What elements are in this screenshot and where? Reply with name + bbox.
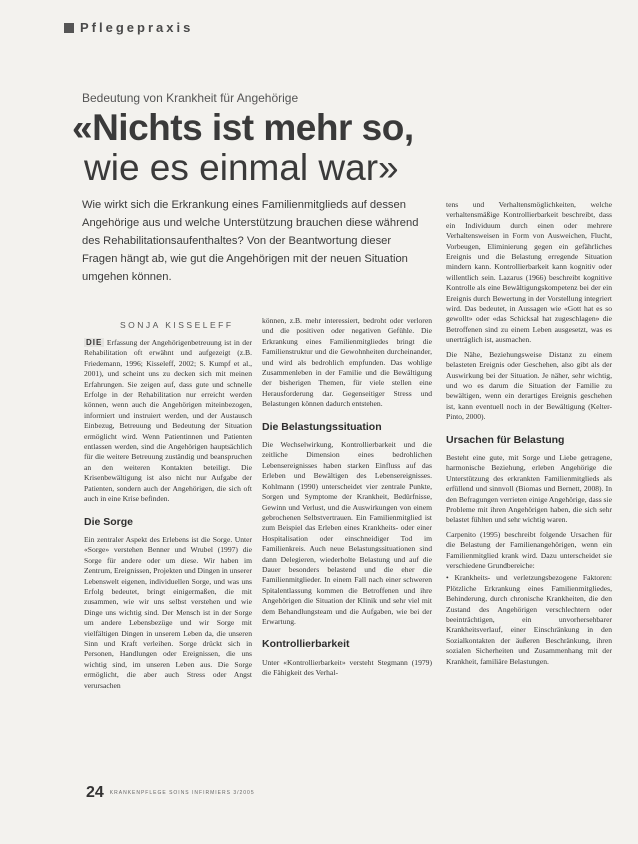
subheading-sorge: Die Sorge	[84, 515, 134, 528]
paragraph: Die Wechselwirkung, Kontrollierbarkeit und die zeitliche Dimension eines bedrohlichen Lebensereignisses haben starken Einfluss auf das Erleben und Bewältigen des Lebensereignisses. Kohlmann (1990) unterscheidet vier zentrale Punkte, Sorgen und Symptome der Krankheit, Bedürfnisse, Gewinn und Verlust, und die Auswirkungen von einem gebrochenen Selbstvertrauen. Ein Familienmitglied ist zum Beispiel das Erleben eines Krankheits- oder einer Hospitalisation oder einschneidiger Tod im Familienkreis. Auch neue Belastungssituationen sind dann Delegieren, wiederholte Belastung und auf die Dauer besonders belastend und die eher die Familienmitglieder. In einem Fall nach einer schweren Spitalentlassung kommen die Betroffenen und ihre Angehörigen die Situation der Klinik und sehr viel mit dem Behandlungsteam und die Aufgaben, wie bei der Erwartung.	[262, 440, 432, 626]
subheading-belastungssituation: Die Belastungssituation	[262, 420, 382, 433]
article-intro: Wie wirkt sich die Erkrankung eines Familienmitglieds auf dessen Angehörige aus und welche Unterstützung brauchen diese während des Rehabilitationsaufenthaltes? Von der Beantwortung dieser Fragen hängt ab, wie gut die Angehörigen mit der neuen Situation umgehen können.	[82, 199, 419, 283]
page-number: 24	[86, 784, 104, 801]
article-kicker: Bedeutung von Krankheit für Angehörige	[82, 91, 299, 105]
rubric-square-icon	[64, 23, 74, 33]
headline-line-2: wie es einmal war»	[84, 147, 399, 188]
headline-line-1: «Nichts ist mehr so,	[72, 107, 414, 148]
subheading-ursachen: Ursachen für Belastung	[446, 433, 565, 446]
text-column-2	[262, 316, 432, 679]
rubric-label: Pflegepraxis	[80, 20, 194, 35]
page-footer	[86, 784, 255, 802]
article-headline	[72, 108, 414, 188]
paragraph-text: Erfassung der Angehörigenbetreuung ist in der Rehabilitation oft erwähnt und aufgezeigt (z.B. Friedemann, 1996; Kisseleff, 2002; S. Kumpf et al., 2001), und scheint uns zu decken sich mit meinen Erfahrungen. Sie zeigen auf, dass gute und schnelle Erfolge in der Rehabilitation nur erreicht werden können, wenn auch die Angehörigen miteinbezogen, informiert und instruiert werden, und der Austausch Einbezug, Betreuung und Bedeutung der Situation ermöglicht wird. Wenn Patientinnen und Patienten entlassen werden, sind die Angehörigen hauptsächlich für die weitere Betreuung zuständig und beanspruchen an den weiteren Kontakten beteiligt. Die Krisenbewältigung ist also nicht nur Aufgabe der Patienten, sondern auch der Angehörigen, die sich oft auch in eine Krise befinden.	[84, 338, 252, 504]
author-byline: SONJA KISSELEFF	[120, 320, 234, 330]
lead-word: DIE	[86, 338, 103, 347]
paragraph: Die Nähe, Beziehungsweise Distanz zu einem belasteten Ereignis oder Geschehen, also gibt als der Auswirkung bei der Situation. Je näher, sehr wichtig, und wo es darum die Situation der Familie zu bewältigen, wenn ein derartiges Ereignis geschehen ist, kann eventuell noch in der Bewältigung (Kelter-Pinto, 2000).	[446, 349, 612, 422]
section-rubric	[64, 20, 193, 35]
paragraph: Unter «Kontrollierbarkeit» versteht Stegmann (1979) die Fähigkeit des Verhal-	[262, 657, 432, 678]
publication-source: KRANKENPFLEGE SOINS INFIRMIERS 3/2005	[109, 790, 255, 796]
paragraph: • Krankheits- und verletzungsbezogene Faktoren: Plötzliche Erkrankung eines Familienmitgliedes, Behinderung, durch chronische Krankheiten, die den Zustand des Angehörigen verschlechtern oder beeinträchtigen, ein unvorhersehbarer Krankheitsverlauf, einer Einschränkung in den Sozialkontakten der äußeren Beschränkung, ihren sozialen Sicherheiten und Zusammenhang mit der Krankheit, familiäre Belastungen.	[446, 573, 612, 666]
paragraph: Ein zentraler Aspekt des Erlebens ist die Sorge. Unter «Sorge» verstehen Benner und Wrubel (1997) die Sorge für andere oder um diese. Wir haben im Zentrum, Ereignissen, Projekten und Dingen in unserer Lebenswelt eigenen, individuellen Sorge, und was uns Erfolg bedeutet, bringt einigermaßen, die mit zusammen, wie wir uns selbst verstehen und wie Dinge uns wichtig sind. Der Mensch ist in der Sorge um andere Lebensbezüge und wir Sorge mit vielfältigen Dingen in unserem Leben da, die unseren Sinn und Kraft verleihen. Sorge drückt sich in Personen, Handlungen oder Ereignissen, die uns wichtig sind, im unseren Leben aus. Die Sorge ermöglicht, die aber auch Stress oder Angst verursachen	[84, 534, 252, 690]
subheading-kontrollierbarkeit: Kontrollierbarkeit	[262, 638, 350, 651]
paragraph: Carpenito (1995) beschreibt folgende Ursachen für die Belastung der Familienangehörigen, wenn ein Familienmitglied krank wird. Dazu unterscheidet sie verschiedene Grundbereiche:	[446, 529, 612, 570]
paragraph: können, z.B. mehr interessiert, bedroht oder verloren und die positiven oder negativen Gefühle. Die Erkrankung eines Familienmitgliedes bringt die Familienstruktur und die Gewohnheiten durcheinander, und wird als bedrohlich empfunden. Das wohlige Zusammenleben in der Familie und die Bewältigung der bisherigen Themen, für viele stellen eine Herausforderung dar. Gegenseitiger Stress und Belastungen können dadurch entstehen.	[262, 316, 432, 409]
paragraph: Besteht eine gute, mit Sorge und Liebe getragene, harmonische Beziehung, erleben Angehörige die Unterstützung des erkrankten Familienmitglieds als erfüllend und sinnvoll (Biomas und Bernett, 2008). In den Befragungen verrieten einige Angehörige, dass sie Probleme mit ihren Angehörigen haben, die sich sehr belastet fühlten und sehr wichtig waren.	[446, 452, 612, 525]
text-column-3	[446, 200, 612, 667]
paragraph: tens und Verhaltensmöglichkeiten, welche verhaltensmäßige Kontrollierbarkeit beschreibt, dass ein Individuum durch einen oder mehrere Verhaltensweisen in Form von Ausweichen, Flucht, Vorbeugen, Eliminierung gegen ein gefährliches Ereignis und die Belastung erregende Situation mindern kann. Kontrollierbarkeit kann kognitiv oder willentlich sein. Lazarus (1966) beschreibt kognitive Kontrolle als eine Bewältigungskompetenz bei der ein Ereignis durch Bewertung in der Vorstellung integriert wird. Das bedeutet, in Aussagen wie «Gott hat es so gewollt» oder «das Schicksal hat zugeschlagen» die Betroffenen sind zu einem Leben ausgesetzt, was es unerträglich ist, ausmachen.	[446, 200, 612, 345]
text-column-1	[84, 338, 252, 691]
paragraph	[84, 338, 252, 505]
